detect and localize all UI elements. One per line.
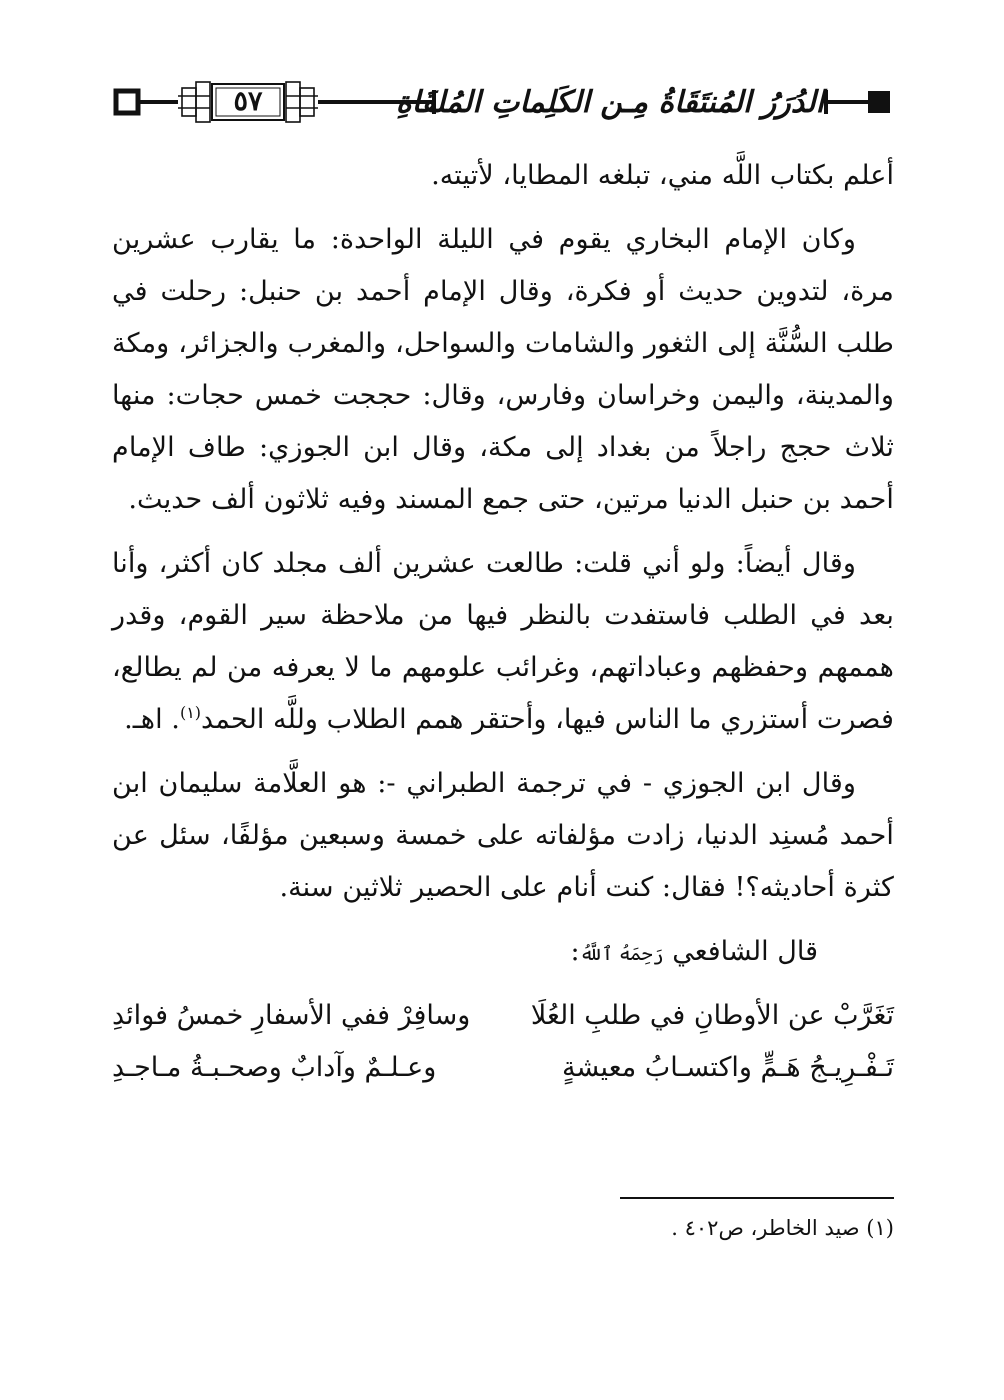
verse-first-hemistich: تَغَرَّبْ عن الأوطانِ في طلبِ العُلَا [530, 1000, 894, 1031]
verse-first-hemistich: تَـفْـرِيـجُ هَـمٍّ واكتسـابُ معيشةٍ [562, 1052, 894, 1083]
honorific: رَحِمَهُ ٱللَّهُ [579, 943, 664, 965]
verse-second-hemistich: وعـلـمٌ وآدابٌ وصحـبـةُ مـاجـدِ [112, 1052, 437, 1083]
page-number: ٥٧ [233, 86, 263, 117]
page-body [112, 150, 894, 1094]
paragraph-4: وقال ابن الجوزي - في ترجمة الطبراني -: هو العلَّامة سليمان ابن أحمد مُسنِد الدنيا، زادت مؤلفاته على خمسة وسبعين مؤلفًا، سئل عن كثرة أحاديثه؟! فقال: كنت أنام على الحصير ثلاثين سنة. [112, 768, 894, 903]
rule-end-bar-right [824, 90, 828, 114]
verse-introduction [112, 926, 894, 980]
footnote-marker[interactable]: (١) [179, 703, 202, 722]
right-knot-ornament [286, 82, 318, 122]
left-knot-ornament [178, 82, 210, 122]
left-square-ornament [116, 91, 138, 113]
paragraph-1: أعلم بكتاب اللَّه مني، تبلغه المطايا، لأتيته. [431, 160, 894, 191]
paragraph-3-text: وقال أيضاً: ولو أني قلت: طالعت عشرين ألف مجلد كان أكثر، وأنا بعد في الطلب فاستفدت بالنظر فيها من ملاحظة سير القوم، وقدر هممهم وحفظهم وعباداتهم، وغرائب علومهم ما لا يعرفه من لم يطالع، فصرت أستزري ما الناس فيها، وأحتقر همم الطلاب وللَّه الحمد [112, 548, 894, 735]
poem-verse [112, 990, 894, 1042]
poem [112, 990, 894, 1094]
paragraph-3-end: . اهـ. [124, 704, 180, 735]
poem-verse [112, 1042, 894, 1094]
footnote: (١) صيد الخاطر، ص٤٠٢ . [671, 1216, 894, 1240]
right-square-ornament [868, 91, 890, 113]
footnote-separator [620, 1197, 894, 1199]
verse-intro-colon: : [570, 936, 580, 967]
paragraph-2: وكان الإمام البخاري يقوم في الليلة الواحدة: ما يقارب عشرين مرة، لتدوين حديث أو فكرة، وقال الإمام أحمد بن حنبل: رحلت في طلب السُّنَّة إلى الثغور والشامات والسواحل، والمغرب والجزائر، ومكة والمدينة، واليمن وخراسان وفارس، وقال: حججت خمس حجات: منها ثلاث حجج راجلاً من بغداد إلى مكة، وقال ابن الجوزي: طاف الإمام أحمد بن حنبل الدنيا مرتين، حتى جمع المسند وفيه ثلاثون ألف حديث. [112, 224, 894, 515]
page-header [112, 78, 894, 128]
verse-second-hemistich: وسافِرْ ففي الأسفارِ خمسُ فوائدِ [112, 1000, 471, 1031]
paragraph-3 [112, 538, 894, 746]
running-title: الدُرَرُ المُنتَقَاةُ مِـن الكَلِماتِ المُلقَاةِ [395, 85, 824, 120]
verse-intro-text: قال الشافعي [672, 936, 818, 967]
